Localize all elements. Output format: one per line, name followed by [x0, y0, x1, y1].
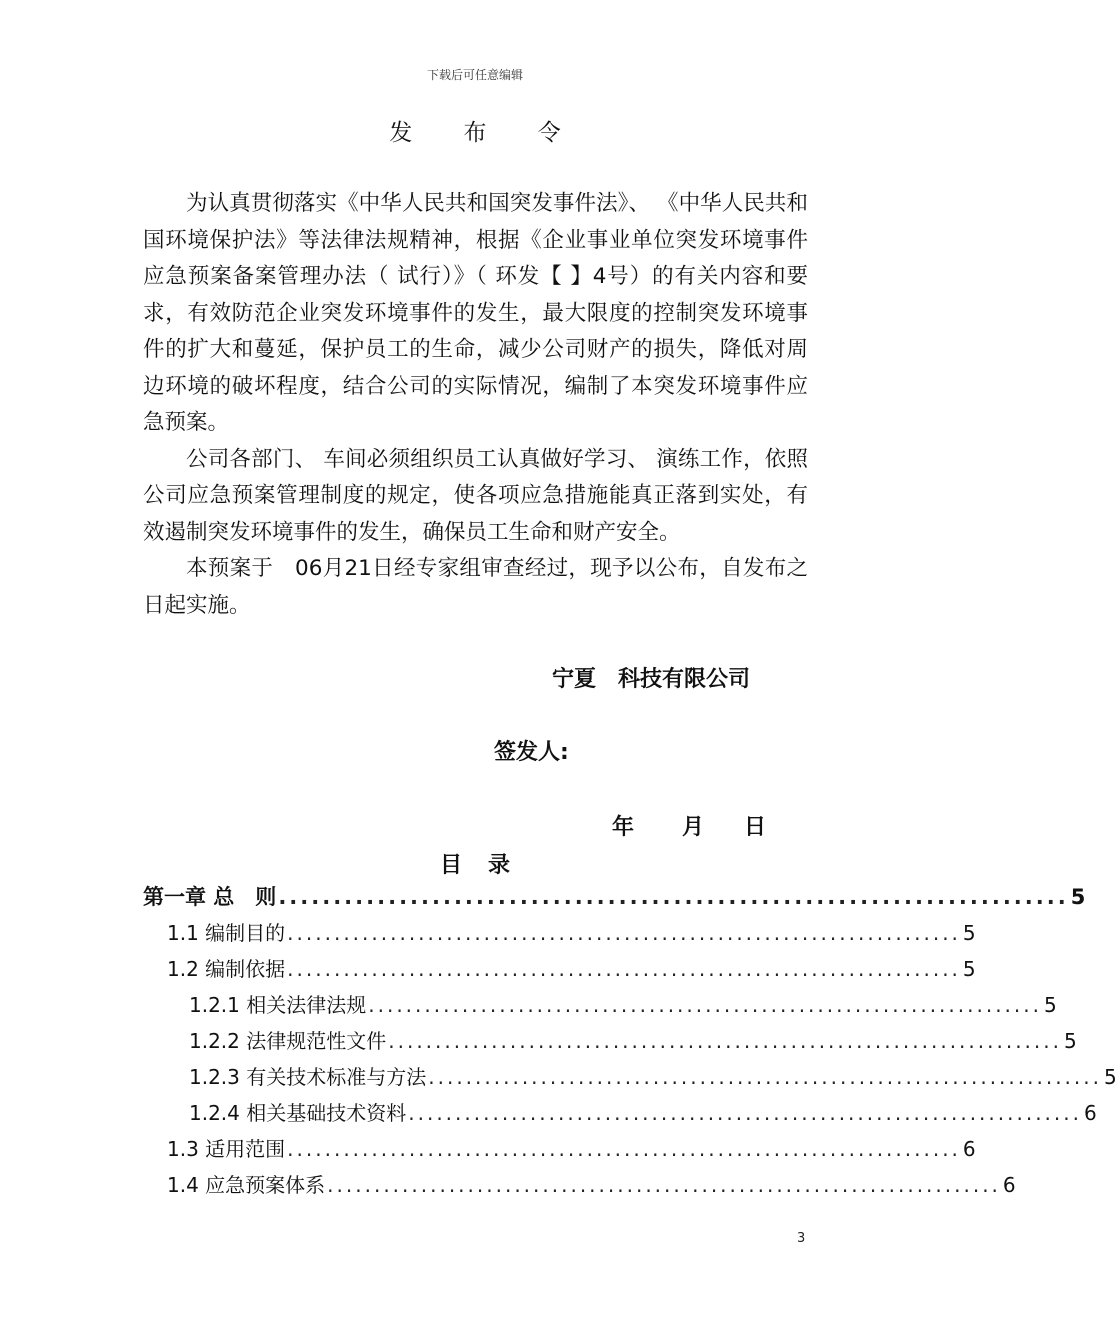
toc-entry-label: 1.2.2 法律规范性文件: [189, 1029, 387, 1053]
toc-entry-page: 6: [1002, 1173, 1016, 1197]
toc-leader-dots: ........................................................................: [287, 1137, 961, 1161]
toc-entry[interactable]: [143, 1167, 1016, 1203]
toc-entry[interactable]: [143, 879, 1086, 915]
paragraph: 本预案于 06月21日经专家组审查经过，现予以公布，自发布之日起实施。: [143, 556, 808, 618]
toc-leader-dots: ........................................................................: [287, 957, 961, 981]
toc-entry[interactable]: [143, 1059, 1117, 1095]
document-title: 发 布 令: [389, 120, 583, 146]
toc-leader-dots: ........................................................................: [408, 1101, 1082, 1125]
toc-entry-page: 5: [1103, 1065, 1117, 1089]
toc-entry-page: 5: [1063, 1029, 1077, 1053]
date-day-label: 日: [744, 815, 767, 840]
toc-entry-label: 第一章 总 则: [143, 885, 277, 909]
header-note: 下载后可任意编辑: [426, 68, 523, 82]
toc-entry-page: 5: [962, 921, 976, 945]
toc-leader-dots: ........................................................................: [368, 993, 1042, 1017]
toc-entry-label: 1.1 编制目的: [167, 921, 286, 945]
toc-entry[interactable]: [143, 1023, 1077, 1059]
toc-entry-label: 1.3 适用范围: [167, 1137, 286, 1161]
toc-title: 目录: [439, 853, 536, 878]
toc-entry[interactable]: [143, 915, 976, 951]
toc-entry[interactable]: [143, 951, 976, 987]
table-of-contents: [143, 879, 1117, 1203]
toc-entry-page: 5: [1070, 885, 1086, 909]
toc-entry[interactable]: [143, 987, 1057, 1023]
toc-entry-label: 1.2 编制依据: [167, 957, 286, 981]
page-number: 3: [797, 1231, 806, 1246]
toc-entry-page: 5: [1043, 993, 1057, 1017]
toc-entry-label: 1.2.4 相关基础技术资料: [189, 1101, 407, 1125]
date-month-label: 月: [682, 815, 705, 840]
date-year-label: 年: [612, 815, 635, 840]
signature-issuer-label: 签发人:: [494, 740, 569, 765]
toc-entry-label: 1.2.1 相关法律法规: [189, 993, 367, 1017]
toc-leader-dots: ........................................................................: [287, 921, 961, 945]
toc-entry-page: 6: [1083, 1101, 1097, 1125]
toc-leader-dots: ........................................................................: [278, 885, 1069, 909]
toc-entry-page: 5: [962, 957, 976, 981]
signature-date: [612, 810, 766, 841]
toc-entry-page: 6: [962, 1137, 976, 1161]
document-body: [143, 186, 808, 624]
toc-leader-dots: ........................................................................: [428, 1065, 1102, 1089]
toc-leader-dots: ........................................................................: [388, 1029, 1062, 1053]
paragraph: 公司各部门、 车间必须组织员工认真做好学习、 演练工作，依照公司应急预案管理制度的规定，使各项应急措施能真正落到实处，有效遏制突发环境事件的发生，确保员工生命和财产安全。: [143, 446, 808, 545]
paragraph: 为认真贯彻落实《中华人民共和国突发事件法》、 《中华人民共和国环境保护法》等法律法规精神，根据《企业事业单位突发环境事件应急预案备案管理办法（ 试行）》（ 环发【 】4号）的有关内容和要求，有效防范企业突发环境事件的发生，最大限度的控制突发环境事件的扩大和蔓延，保护员工的生命，减少公司财产的损失，降低对周边环境的破坏程度，结合公司的实际情况，编制了本突发环境事件应急预案。: [143, 191, 808, 435]
toc-entry-label: 1.2.3 有关技术标准与方法: [189, 1065, 427, 1089]
signature-company: 宁夏 科技有限公司: [552, 667, 751, 692]
toc-leader-dots: ........................................................................: [327, 1173, 1001, 1197]
toc-entry[interactable]: [143, 1131, 976, 1167]
toc-entry-label: 1.4 应急预案体系: [167, 1173, 326, 1197]
toc-entry[interactable]: [143, 1095, 1097, 1131]
